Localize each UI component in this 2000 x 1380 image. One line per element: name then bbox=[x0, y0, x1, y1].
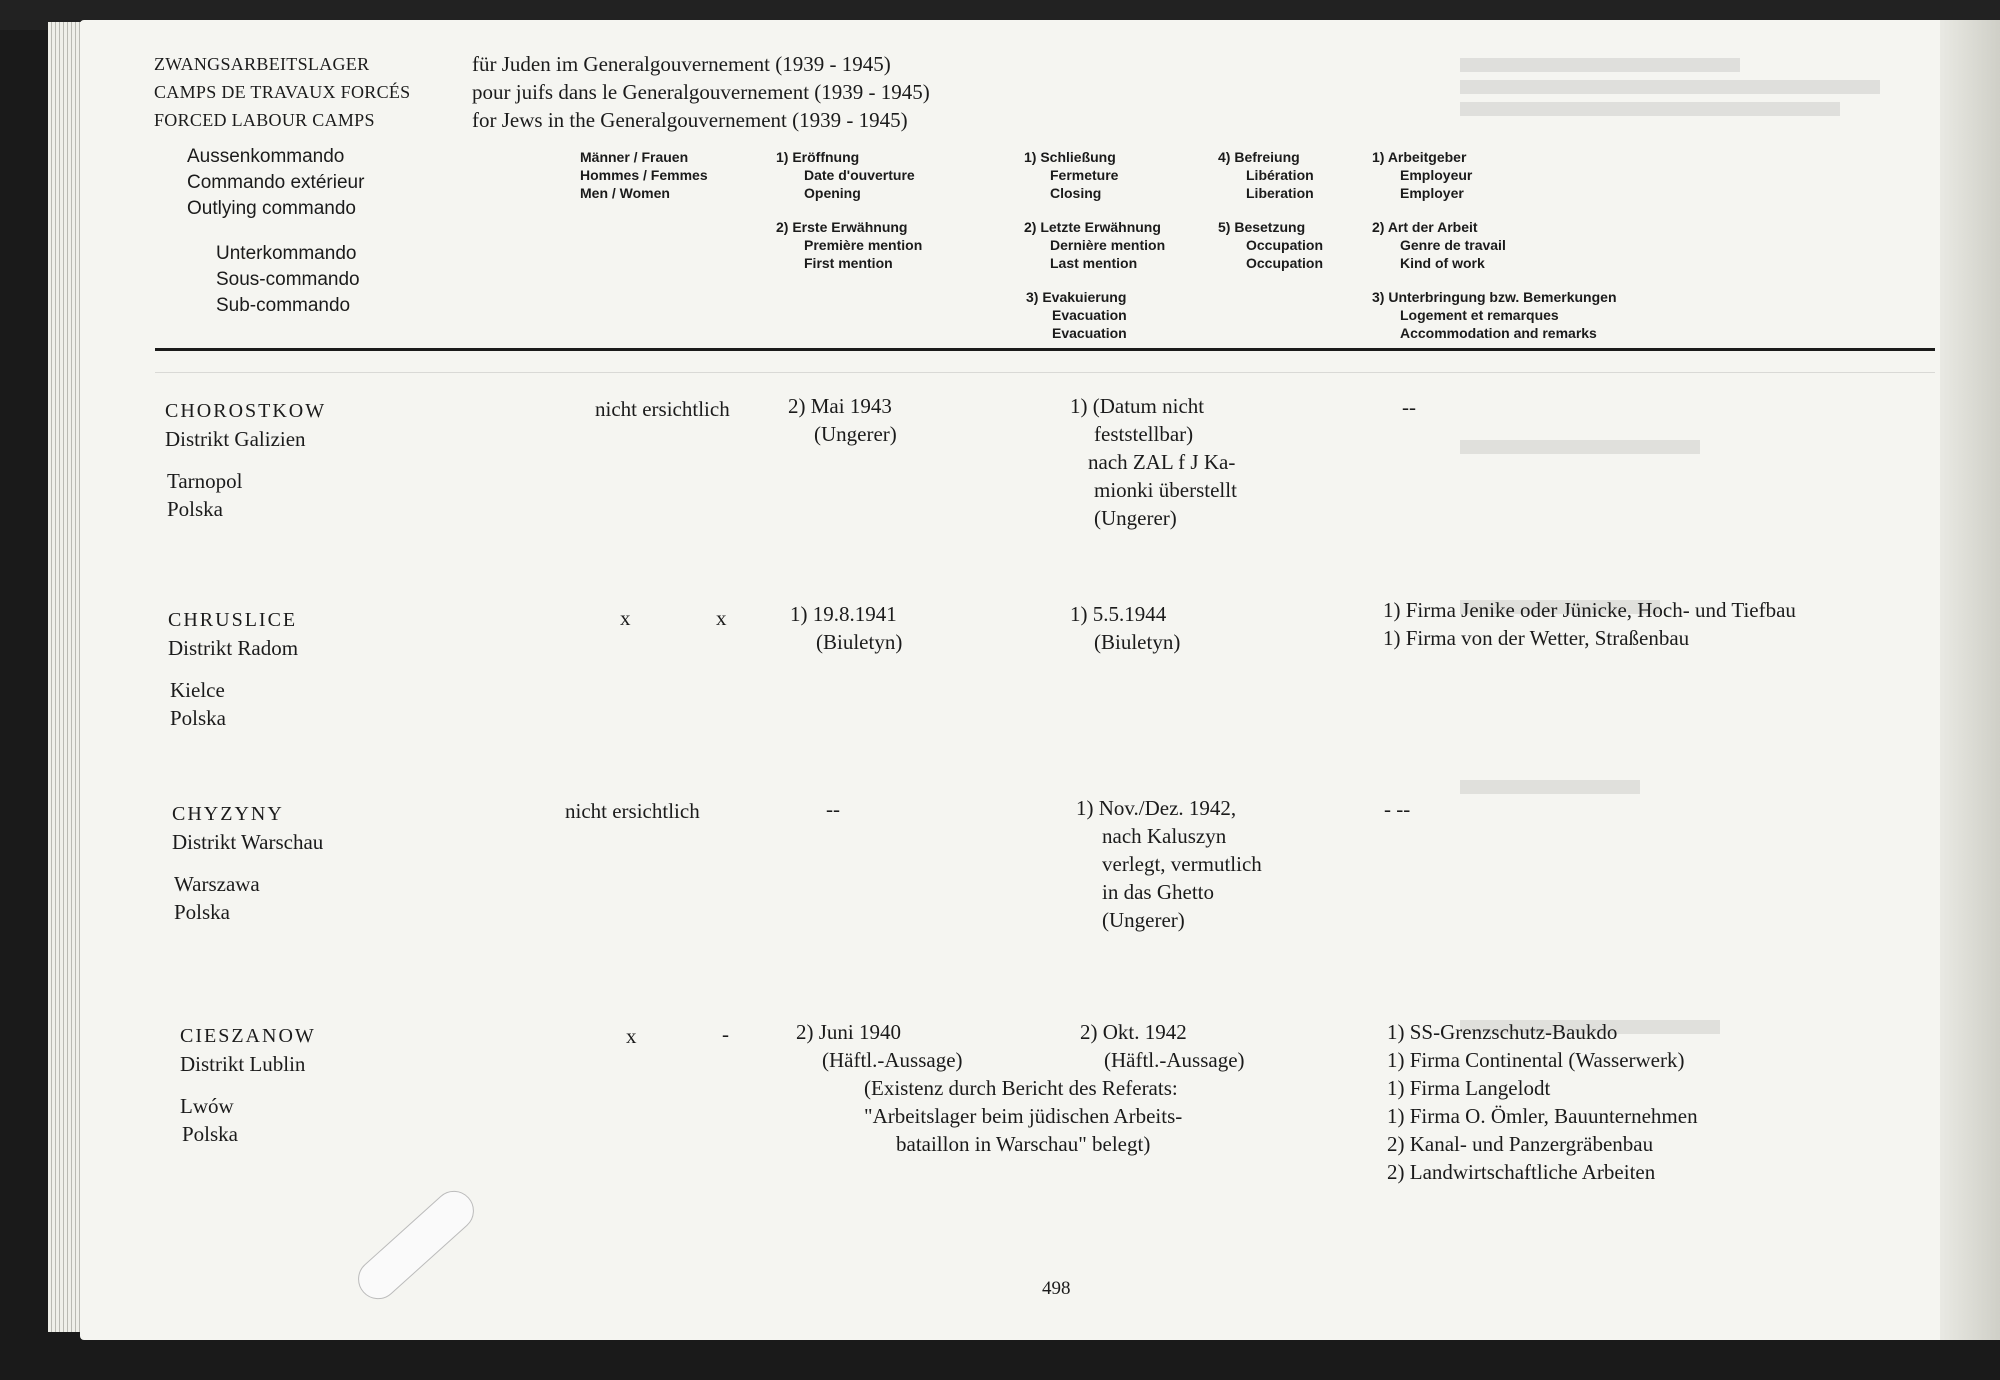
subtitle-en: for Jews in the Generalgouvernement (1939 - 1945) bbox=[472, 108, 908, 132]
col-accommodation: 3) Unterbringung bzw. Bemerkungen Logement et remarques Accommodation and remarks bbox=[1372, 289, 1617, 341]
col-closing: 1) Schließung Fermeture Closing bbox=[1024, 149, 1119, 201]
entry-country: Polska bbox=[182, 1122, 239, 1146]
col-evacuation: 3) Evakuierung Evacuation Evacuation bbox=[1026, 289, 1127, 341]
col-work: 2) Art der Arbeit Genre de travail Kind of work bbox=[1372, 219, 1506, 271]
entry-note: (Existenz durch Bericht des Referats: "Arbeitslager beim jüdischen Arbeits- bataillon in Warschau" belegt) bbox=[864, 1076, 1183, 1156]
entry-region: Kielce bbox=[170, 678, 225, 702]
outlying-fr: Commando extérieur bbox=[187, 172, 365, 193]
sub-en: Sub-commando bbox=[216, 295, 351, 316]
col-occupation: 5) Besetzung Occupation Occupation bbox=[1218, 219, 1324, 271]
col-opening: 1) Eröffnung Date d'ouverture Opening bbox=[776, 149, 915, 201]
outlying-en: Outlying commando bbox=[187, 198, 356, 219]
entry-men-women: nicht ersichtlich bbox=[595, 397, 730, 421]
entry-district: Distrikt Warschau bbox=[172, 830, 324, 854]
entry-district: Distrikt Radom bbox=[168, 636, 299, 660]
entry-region: Lwów bbox=[180, 1094, 234, 1118]
entry-district: Distrikt Lublin bbox=[180, 1052, 306, 1076]
entry-women: x bbox=[716, 606, 727, 630]
entry-men-women: nicht ersichtlich bbox=[565, 799, 700, 823]
entry-employer: -- bbox=[1402, 395, 1416, 419]
subtitle-de: für Juden im Generalgouvernement (1939 - 1945) bbox=[472, 52, 891, 76]
entry-closing: 1) Nov./Dez. 1942, nach Kaluszyn verlegt, vermutlich in das Ghetto (Ungerer) bbox=[1076, 796, 1262, 932]
entry-name: CHYZYNY bbox=[172, 803, 284, 825]
entry-men: x bbox=[620, 606, 631, 630]
entry-region: Tarnopol bbox=[167, 469, 243, 493]
header-rule bbox=[155, 348, 1935, 351]
next-page-edge bbox=[1940, 20, 2000, 1340]
entry-country: Polska bbox=[170, 706, 227, 730]
sub-de: Unterkommando bbox=[216, 243, 357, 264]
title-fr: CAMPS DE TRAVAUX FORCÉS bbox=[154, 82, 411, 102]
entry-opening: 1) 19.8.1941 (Biuletyn) bbox=[790, 602, 903, 654]
title-en: FORCED LABOUR CAMPS bbox=[154, 110, 375, 130]
sub-fr: Sous-commando bbox=[216, 269, 360, 290]
entry-women: - bbox=[722, 1022, 729, 1046]
faint-rule bbox=[155, 372, 1935, 373]
entry-district: Distrikt Galizien bbox=[165, 427, 306, 451]
title-de: ZWANGSARBEITSLAGER bbox=[154, 54, 370, 74]
outlying-de: Aussenkommando bbox=[187, 146, 345, 167]
entry-employer: 1) Firma Jenike oder Jünicke, Hoch- und Tiefbau 1) Firma von der Wetter, Straßenbau bbox=[1383, 598, 1796, 650]
entry-name: CIESZANOW bbox=[180, 1025, 316, 1047]
entry-opening: 2) Juni 1940 (Häftl.-Aussage) bbox=[796, 1020, 963, 1072]
entry-opening: -- bbox=[826, 797, 840, 821]
col-men-women: Männer / Frauen Hommes / Femmes Men / Women bbox=[580, 149, 708, 201]
entry-country: Polska bbox=[167, 497, 224, 521]
col-liberation: 4) Befreiung Libération Liberation bbox=[1218, 149, 1314, 201]
entry-closing: 1) (Datum nicht feststellbar) nach ZAL f J Ka- mionki überstellt (Ungerer) bbox=[1070, 394, 1237, 530]
entry-closing: 2) Okt. 1942 (Häftl.-Aussage) bbox=[1080, 1020, 1245, 1072]
page-number: 498 bbox=[1042, 1278, 1071, 1299]
subtitle-fr: pour juifs dans le Generalgouvernement (1939 - 1945) bbox=[472, 80, 930, 104]
entry-closing: 1) 5.5.1944 (Biuletyn) bbox=[1070, 602, 1181, 654]
entry-opening: 2) Mai 1943 (Ungerer) bbox=[788, 394, 897, 446]
entry-country: Polska bbox=[174, 900, 231, 924]
entry-men: x bbox=[626, 1024, 637, 1048]
col-first-mention: 2) Erste Erwähnung Première mention First mention bbox=[776, 219, 923, 271]
col-employer: 1) Arbeitgeber Employeur Employer bbox=[1372, 149, 1473, 201]
entry-name: CHRUSLICE bbox=[168, 609, 298, 631]
entry-name: CHOROSTKOW bbox=[165, 400, 327, 422]
col-last-mention: 2) Letzte Erwähnung Dernière mention Last mention bbox=[1024, 219, 1166, 271]
entry-employer: 1) SS-Grenzschutz-Baukdo 1) Firma Continental (Wasserwerk) 1) Firma Langelodt 1) Firma O. Ömler, Bauunternehmen 2) Kanal- und Panzergräbenbau 2) Landwirtschaftliche Arbeiten bbox=[1387, 1020, 1698, 1184]
entry-employer: - -- bbox=[1384, 797, 1411, 821]
entry-region: Warszawa bbox=[174, 872, 260, 896]
